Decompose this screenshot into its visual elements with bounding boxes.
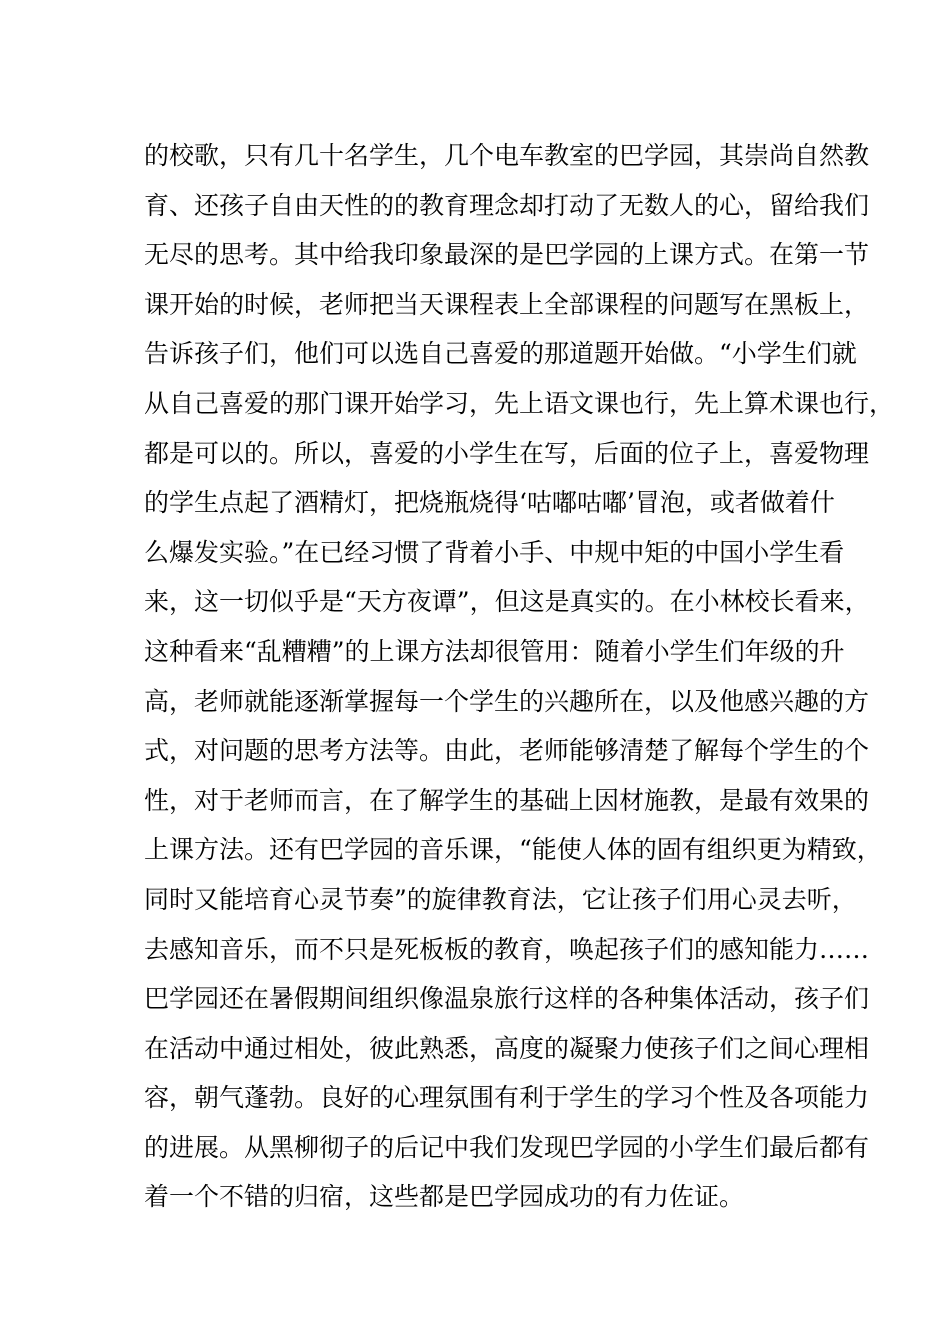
- text-line: 式，对问题的思考方法等。由此，老师能够清楚了解每个学生的个: [144, 736, 870, 766]
- text-line: 同时又能培育心灵节奏”的旋律教育法，它让孩子们用心灵去听，: [144, 884, 857, 914]
- text-line: 么爆发实验。”在已经习惯了背着小手、中规中矩的中国小学生看: [144, 537, 845, 567]
- text-line: 育、还孩子自由天性的的教育理念却打动了无数人的心，留给我们: [144, 190, 870, 220]
- text-line: 的进展。从黑柳彻子的后记中我们发现巴学园的小学生们最后都有: [144, 1132, 870, 1162]
- text-line: 高，老师就能逐渐掌握每一个学生的兴趣所在，以及他感兴趣的方: [144, 686, 870, 716]
- text-line: 无尽的思考。其中给我印象最深的是巴学园的上课方式。在第一节: [144, 240, 870, 270]
- text-line: 容，朝气蓬勃。良好的心理氛围有利于学生的学习个性及各项能力: [144, 1083, 870, 1113]
- text-line: 着一个不错的归宿，这些都是巴学园成功的有力佐证。: [144, 1182, 745, 1212]
- text-line: 都是可以的。所以，喜爱的小学生在写，后面的位子上，喜爱物理: [144, 438, 870, 468]
- body-text: [144, 131, 895, 1222]
- text-line: 巴学园还在暑假期间组织像温泉旅行这样的各种集体活动，孩子们: [144, 984, 870, 1014]
- text-line: 的校歌，只有几十名学生，几个电车教室的巴学园，其崇尚自然教: [144, 141, 870, 170]
- text-line: 课开始的时候，老师把当天课程表上全部课程的问题写在黑板上，: [144, 289, 870, 319]
- text-line: 这种看来“乱糟糟”的上课方法却很管用：随着小学生们年级的升: [144, 636, 845, 666]
- text-line: 去感知音乐，而不只是死板板的教育，唤起孩子们的感知能力……: [144, 934, 870, 964]
- text-line: 的学生点起了酒精灯，把烧瓶烧得‘咕嘟咕嘟’冒泡，或者做着什: [144, 488, 835, 518]
- text-line: 上课方法。还有巴学园的音乐课，“能使人体的固有组织更为精致，: [144, 835, 882, 865]
- text-line: 来，这一切似乎是“天方夜谭”，但这是真实的。在小林校长看来，: [144, 587, 870, 617]
- text-line: 在活动中通过相处，彼此熟悉，高度的凝聚力使孩子们之间心理相: [144, 1033, 870, 1063]
- text-line: 告诉孩子们，他们可以选自己喜爱的那道题开始做。“小学生们就: [144, 339, 857, 369]
- text-line: 性，对于老师而言，在了解学生的基础上因材施教，是最有效果的: [144, 785, 870, 815]
- text-line: 从自己喜爱的那门课开始学习，先上语文课也行，先上算术课也行，: [144, 388, 895, 418]
